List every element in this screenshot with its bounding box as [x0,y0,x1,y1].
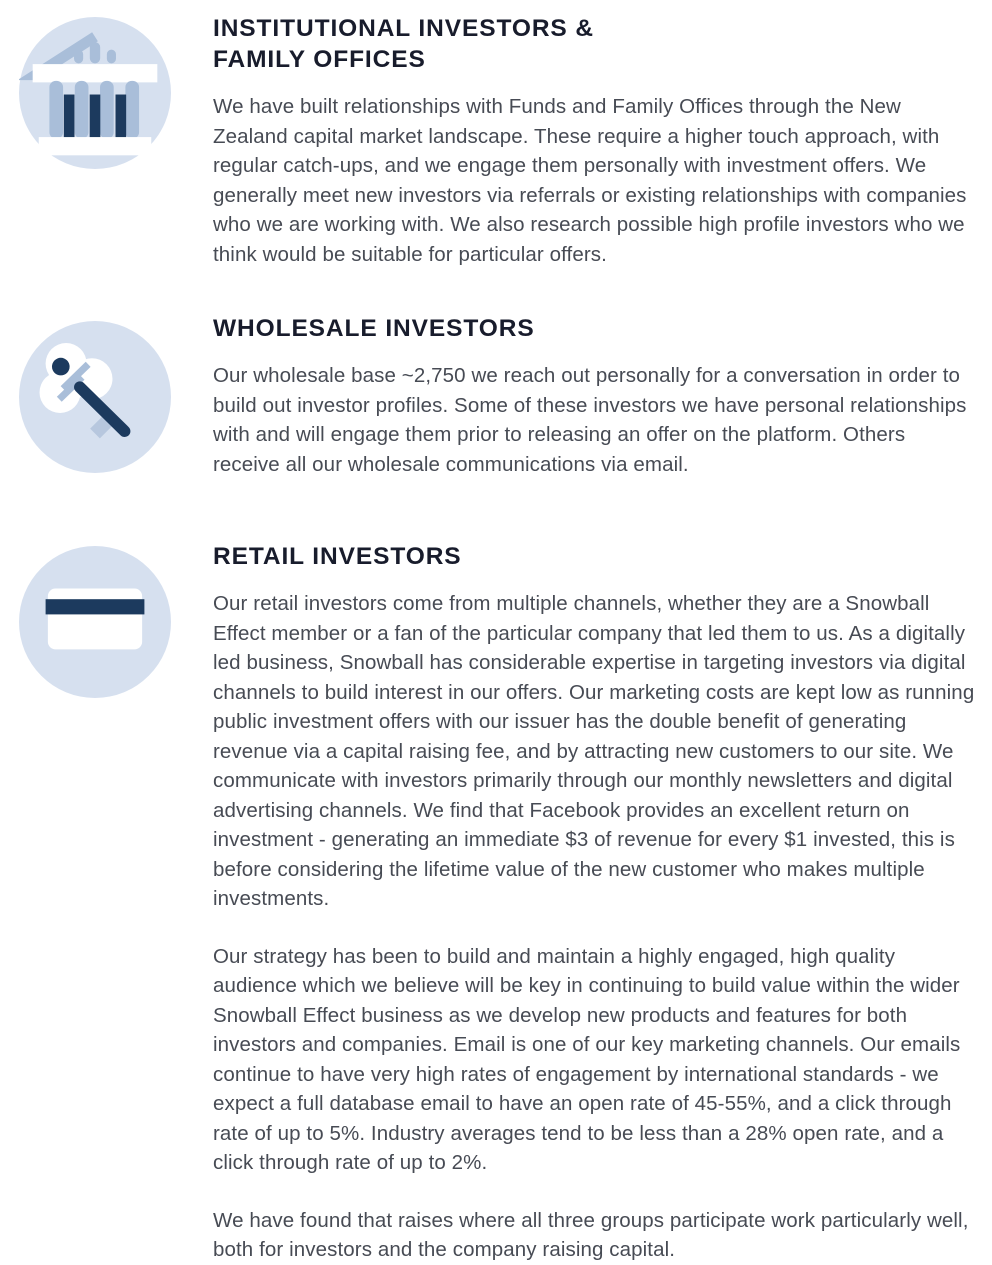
section-text [213,313,985,479]
heading-line: WHOLESALE INVESTORS [213,315,535,342]
heading-line: INSTITUTIONAL INVESTORS & [213,15,594,42]
section-institutional-investors [0,13,992,269]
credit-card-icon [19,546,171,698]
section-retail-investors [0,541,992,1265]
section-heading [213,541,977,572]
section-wholesale-investors [0,313,992,479]
section-paragraph: We have found that raises where all three groups participate work particularly well, both for investors and the company raising capital. [213,1208,969,1261]
icon-column [0,13,213,169]
section-paragraph: Our retail investors come from multiple channels, whether they are a Snowball Effect member or a fan of the particular company that led them to us. As a digitally led business, Snowball has considerable expertise in targeting investors via digital channels to build interest in our offers. Our marketing costs are kept low as running public investment offers with our issuer has the double benefit of generating revenue via a capital raising fee, and by attracting new customers to our site. We communicate with investors primarily through our monthly newsletters and digital advertising channels. We find that Facebook provides an excellent return on investment - generating an immediate $3 of revenue for every $1 invested, this is before considering the lifetime value of the new customer who makes multiple investments. [213,592,975,910]
icon-column [0,541,213,698]
key-icon [19,321,171,473]
section-heading [213,13,977,75]
section-paragraph: We have built relationships with Funds and Family Offices through the New Zealand capital market landscape. These require a higher touch approach, with regular catch-ups, and we engage them personally with investment offers. We generally meet new investors via referrals or existing relationships with companies who we are working with. We also research possible high profile investors who we think would be suitable for particular offers. [213,95,967,266]
bank-icon [19,17,171,169]
heading-line: FAMILY OFFICES [213,46,426,73]
section-text [213,541,985,1265]
section-heading [213,313,977,344]
section-paragraph: Our strategy has been to build and maintain a highly engaged, high quality audience which we believe will be key in continuing to build value within the wider Snowball Effect business as we develop new products and features for both investors and companies. Email is one of our key marketing channels. Our emails continue to have very high rates of engagement by international standards - we expect a full database email to have an open rate of 45-55%, and a click through rate of up to 5%. Industry averages tend to be less than a 28% open rate, and a click through rate of up to 2%. [213,944,961,1174]
section-text [213,13,985,269]
heading-line: RETAIL INVESTORS [213,543,462,570]
icon-column [0,313,213,473]
section-paragraph: Our wholesale base ~2,750 we reach out personally for a conversation in order to build out investor profiles. Some of these investors we have personal relationships with and will engage them prior to releasing an offer on the platform. Others receive all our wholesale communications via email. [213,364,967,476]
